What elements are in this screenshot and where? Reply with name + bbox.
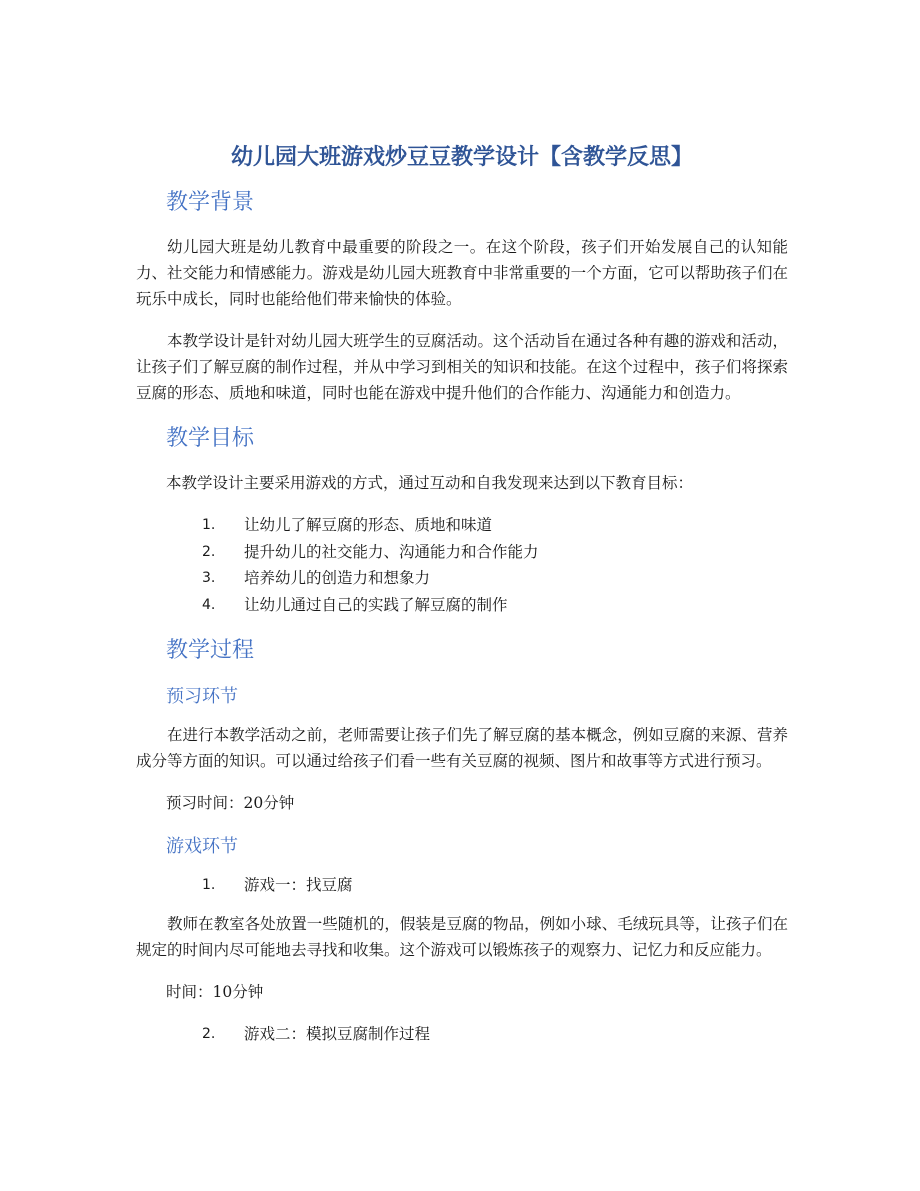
subheading-games: 游戏环节 <box>166 836 238 857</box>
list-item-text: 培养幼儿的创造力和想象力 <box>244 569 431 587</box>
heading-process: 教学过程 <box>166 638 255 663</box>
list-item <box>136 565 788 592</box>
background-paragraph-1: 幼儿园大班是幼儿教育中最重要的阶段之一。在这个阶段，孩子们开始发展自己的认知能力、社交能力和情感能力。游戏是幼儿园大班教育中非常重要的一个方面，它可以帮助孩子们在玩乐中成长，同时也能给他们带来愉快的体验。 <box>136 238 788 308</box>
list-item-number: 2. <box>202 1025 216 1042</box>
document-content <box>136 140 788 1059</box>
goals-intro: 本教学设计主要采用游戏的方式，通过互动和自我发现来达到以下教育目标： <box>166 474 694 492</box>
list-item-text: 游戏二：模拟豆腐制作过程 <box>244 1024 431 1043</box>
game1-time: 时间：10分钟 <box>166 982 264 1001</box>
goals-list <box>136 512 788 618</box>
preview-time: 预习时间：20分钟 <box>166 794 295 812</box>
heading-background: 教学背景 <box>166 190 255 215</box>
list-item-number: 1. <box>202 877 216 893</box>
preview-paragraph: 在进行本教学活动之前，老师需要让孩子们先了解豆腐的基本概念，例如豆腐的来源、营养成分等方面的知识。可以通过给孩子们看一些有关豆腐的视频、图片和故事等方式进行预习。 <box>136 726 788 770</box>
heading-goals: 教学目标 <box>166 426 255 451</box>
list-item <box>136 592 788 619</box>
list-item-number: 4. <box>202 596 216 613</box>
list-item-text: 提升幼儿的社交能力、沟通能力和合作能力 <box>244 542 539 561</box>
list-item-text: 让幼儿通过自己的实践了解豆腐的制作 <box>244 595 508 614</box>
list-item <box>136 1021 788 1048</box>
list-item-text: 让幼儿了解豆腐的形态、质地和味道 <box>244 516 493 534</box>
game2-list <box>136 1021 788 1048</box>
list-item <box>136 539 788 566</box>
subheading-preview: 预习环节 <box>166 686 238 707</box>
list-item-number: 2. <box>202 543 216 560</box>
document-title: 幼儿园大班游戏炒豆豆教学设计【含教学反思】 <box>230 145 693 170</box>
game1-list <box>136 872 788 899</box>
game1-paragraph: 教师在教室各处放置一些随机的，假装是豆腐的物品，例如小球、毛绒玩具等，让孩子们在规定的时间内尽可能地去寻找和收集。这个游戏可以锻炼孩子的观察力、记忆力和反应能力。 <box>136 914 788 959</box>
list-item <box>136 872 788 899</box>
list-item-text: 游戏一：找豆腐 <box>244 876 353 894</box>
list-item-number: 1. <box>202 517 216 533</box>
list-item-number: 3. <box>202 570 216 586</box>
background-paragraph-2: 本教学设计是针对幼儿园大班学生的豆腐活动。这个活动旨在通过各种有趣的游戏和活动，让孩子们了解豆腐的制作过程，并从中学习到相关的知识和技能。在这个过程中，孩子们将探索豆腐的形态、质地和味道，同时也能在游戏中提升他们的合作能力、沟通能力和创造力。 <box>136 332 788 402</box>
list-item <box>136 512 788 539</box>
